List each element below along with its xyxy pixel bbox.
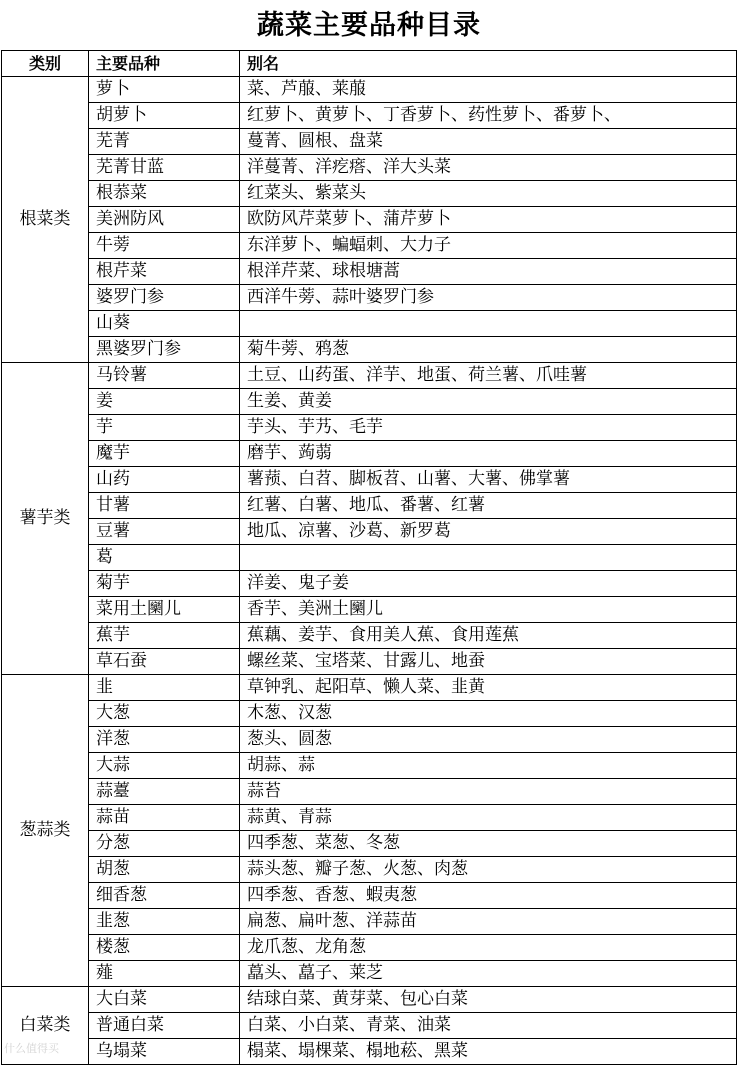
alias-cell: 蒜头葱、瓣子葱、火葱、肉葱: [240, 857, 737, 883]
table-row: [2, 285, 737, 311]
table-row: [2, 77, 737, 103]
vegetable-table: [1, 50, 737, 1065]
category-cell: 薯芋类: [2, 363, 89, 675]
table-row: [2, 909, 737, 935]
header-main-variety: 主要品种: [89, 51, 240, 77]
table-row: [2, 753, 737, 779]
page-title: 蔬菜主要品种目录: [257, 10, 481, 41]
alias-cell: 四季葱、香葱、蝦夷葱: [240, 883, 737, 909]
alias-cell: 土豆、山药蛋、洋芋、地蛋、荷兰薯、爪哇薯: [240, 363, 737, 389]
main-variety-cell: 婆罗门参: [89, 285, 240, 311]
alias-cell: 木葱、汉葱: [240, 701, 737, 727]
main-variety-cell: 芋: [89, 415, 240, 441]
table-row: [2, 987, 737, 1013]
main-variety-cell: 山葵: [89, 311, 240, 337]
table-row: [2, 935, 737, 961]
alias-cell: 白菜、小白菜、青菜、油菜: [240, 1013, 737, 1039]
main-variety-cell: 山药: [89, 467, 240, 493]
table-row: [2, 441, 737, 467]
main-variety-cell: 美洲防风: [89, 207, 240, 233]
header-alias: 别名: [240, 51, 737, 77]
main-variety-cell: 蒜薹: [89, 779, 240, 805]
alias-cell: 菊牛蒡、鸦葱: [240, 337, 737, 363]
alias-cell: 洋蔓菁、洋疙瘩、洋大头菜: [240, 155, 737, 181]
main-variety-cell: 甘薯: [89, 493, 240, 519]
alias-cell: 生姜、黄姜: [240, 389, 737, 415]
table-row: [2, 519, 737, 545]
table-row: [2, 597, 737, 623]
main-variety-cell: 芜菁甘蓝: [89, 155, 240, 181]
table-row: [2, 389, 737, 415]
main-variety-cell: 胡萝卜: [89, 103, 240, 129]
main-variety-cell: 大白菜: [89, 987, 240, 1013]
alias-cell: 螺丝菜、宝塔菜、甘露儿、地蚕: [240, 649, 737, 675]
alias-cell: 榻菜、塌棵菜、榻地菘、黑菜: [240, 1039, 737, 1065]
main-variety-cell: 韭: [89, 675, 240, 701]
alias-cell: 根洋芹菜、球根塘蒿: [240, 259, 737, 285]
alias-cell: [240, 311, 737, 337]
header-category: 类别: [2, 51, 89, 77]
main-variety-cell: 大蒜: [89, 753, 240, 779]
alias-cell: 洋姜、鬼子姜: [240, 571, 737, 597]
table-row: [2, 961, 737, 987]
alias-cell: 磨芋、蒟蒻: [240, 441, 737, 467]
table-row: [2, 1039, 737, 1065]
alias-cell: 香芋、美洲土圞儿: [240, 597, 737, 623]
main-variety-cell: 根芹菜: [89, 259, 240, 285]
table-row: [2, 103, 737, 129]
alias-cell: 扁葱、扁叶葱、洋蒜苗: [240, 909, 737, 935]
main-variety-cell: 马铃薯: [89, 363, 240, 389]
main-variety-cell: 姜: [89, 389, 240, 415]
alias-cell: 胡蒜、蒜: [240, 753, 737, 779]
alias-cell: 红菜头、紫菜头: [240, 181, 737, 207]
main-variety-cell: 蒜苗: [89, 805, 240, 831]
main-variety-cell: 黑婆罗门参: [89, 337, 240, 363]
main-variety-cell: 魔芋: [89, 441, 240, 467]
main-variety-cell: 葛: [89, 545, 240, 571]
table-row: [2, 805, 737, 831]
table-row: [2, 779, 737, 805]
main-variety-cell: 细香葱: [89, 883, 240, 909]
table-row: [2, 623, 737, 649]
table-row: [2, 337, 737, 363]
table-row: [2, 467, 737, 493]
table-row: [2, 207, 737, 233]
main-variety-cell: 分葱: [89, 831, 240, 857]
main-variety-cell: 根菾菜: [89, 181, 240, 207]
table-row: [2, 415, 737, 441]
alias-cell: 结球白菜、黄芽菜、包心白菜: [240, 987, 737, 1013]
table-row: [2, 883, 737, 909]
main-variety-cell: 洋葱: [89, 727, 240, 753]
table-row: [2, 129, 737, 155]
alias-cell: 薯蓣、白苕、脚板苕、山薯、大薯、佛掌薯: [240, 467, 737, 493]
main-variety-cell: 楼葱: [89, 935, 240, 961]
alias-cell: 红薯、白薯、地瓜、番薯、红薯: [240, 493, 737, 519]
table-row: [2, 155, 737, 181]
table-row: [2, 493, 737, 519]
alias-cell: 蒜苔: [240, 779, 737, 805]
table-row: [2, 831, 737, 857]
main-variety-cell: 菊芋: [89, 571, 240, 597]
category-cell: 根菜类: [2, 77, 89, 363]
main-variety-cell: 菜用土圞儿: [89, 597, 240, 623]
alias-cell: 蒜黄、青蒜: [240, 805, 737, 831]
alias-cell: 藠头、藠子、莱芝: [240, 961, 737, 987]
main-variety-cell: 薤: [89, 961, 240, 987]
main-variety-cell: 胡葱: [89, 857, 240, 883]
table-header-row: [2, 51, 737, 77]
alias-cell: 芋头、芋艿、毛芋: [240, 415, 737, 441]
watermark: 什么值得买: [4, 1042, 59, 1055]
alias-cell: 葱头、圆葱: [240, 727, 737, 753]
alias-cell: 四季葱、菜葱、冬葱: [240, 831, 737, 857]
category-cell: 葱蒜类: [2, 675, 89, 987]
main-variety-cell: 萝卜: [89, 77, 240, 103]
alias-cell: [240, 545, 737, 571]
alias-cell: 西洋牛蒡、蒜叶婆罗门参: [240, 285, 737, 311]
main-variety-cell: 草石蚕: [89, 649, 240, 675]
alias-cell: 东洋萝卜、蝙蝠刺、大力子: [240, 233, 737, 259]
table-body: [2, 77, 737, 1065]
table-row: [2, 727, 737, 753]
alias-cell: 菜、芦菔、莱菔: [240, 77, 737, 103]
table-row: [2, 259, 737, 285]
alias-cell: 龙爪葱、龙角葱: [240, 935, 737, 961]
table-row: [2, 701, 737, 727]
alias-cell: 红萝卜、黄萝卜、丁香萝卜、药性萝卜、番萝卜、: [240, 103, 737, 129]
table-row: [2, 545, 737, 571]
main-variety-cell: 牛蒡: [89, 233, 240, 259]
alias-cell: 欧防风芹菜萝卜、蒲芹萝卜: [240, 207, 737, 233]
main-variety-cell: 蕉芋: [89, 623, 240, 649]
main-variety-cell: 普通白菜: [89, 1013, 240, 1039]
alias-cell: 地瓜、凉薯、沙葛、新罗葛: [240, 519, 737, 545]
main-variety-cell: 豆薯: [89, 519, 240, 545]
table-row: [2, 1013, 737, 1039]
table-row: [2, 675, 737, 701]
main-variety-cell: 韭葱: [89, 909, 240, 935]
table-row: [2, 311, 737, 337]
category-cell: 白菜类: [2, 987, 89, 1065]
table-row: [2, 571, 737, 597]
table-row: [2, 857, 737, 883]
main-variety-cell: 芜菁: [89, 129, 240, 155]
alias-cell: 蔓菁、圆根、盘菜: [240, 129, 737, 155]
table-row: [2, 649, 737, 675]
alias-cell: 蕉藕、姜芋、食用美人蕉、食用莲蕉: [240, 623, 737, 649]
table-row: [2, 233, 737, 259]
main-variety-cell: 大葱: [89, 701, 240, 727]
alias-cell: 草钟乳、起阳草、懒人菜、韭黄: [240, 675, 737, 701]
main-variety-cell: 乌塌菜: [89, 1039, 240, 1065]
table-row: [2, 181, 737, 207]
table-row: [2, 363, 737, 389]
